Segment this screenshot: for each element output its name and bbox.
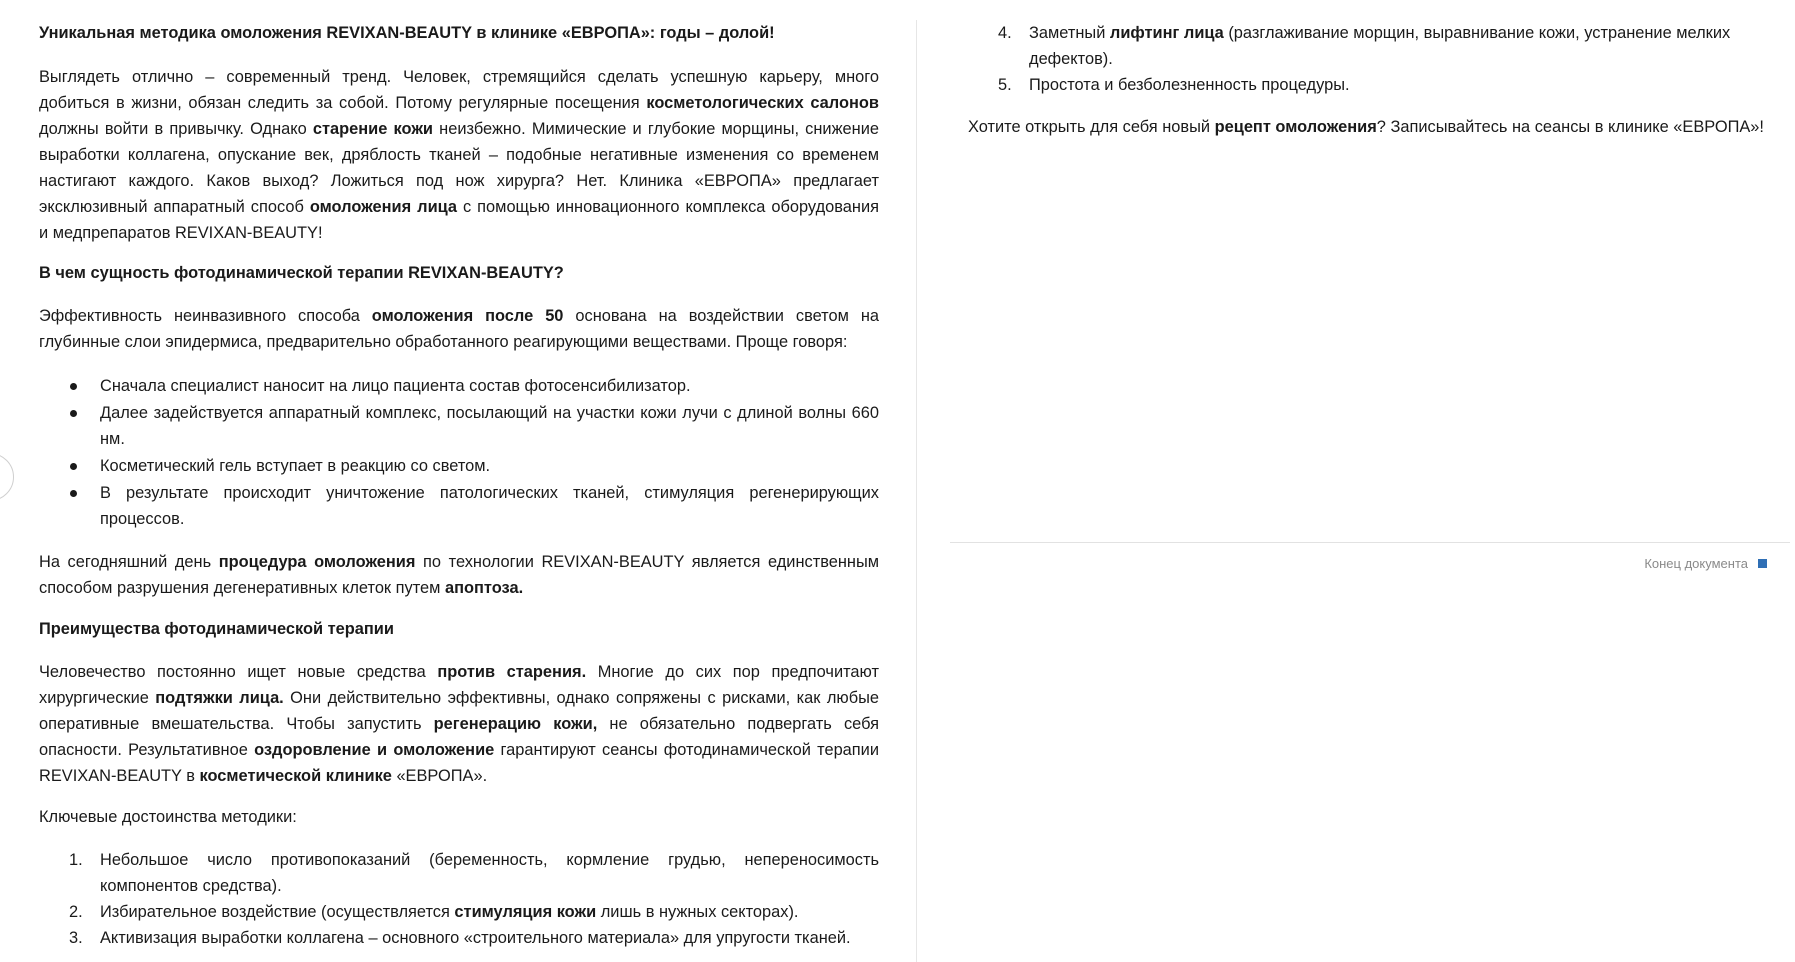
end-of-document-label: Конец документа	[1644, 556, 1748, 571]
heading-advantages: Преимущества фотодинамической терапии	[39, 620, 394, 638]
intro-paragraph: Выглядеть отлично – современный тренд. Человек, стремящийся сделать успешную карьеру, много добиться в жизни, обязан следить за собой. Потому регулярные посещения косметологических салонов должны войти в привычку. Однако старение кожи неизбежно. Мимические и глубокие морщины, снижение выработки коллагена, опускание век, дряблость тканей – подобные негативные изменения со временем настигают каждого. Каков выход? Ложиться под нож хирурга? Нет. Клиника «ЕВРОПА» предлагает эксклюзивный аппаратный способ омоложения лица с помощью инновационного комплекса оборудования и медпрепаратов REVIXAN-BEAUTY!	[39, 68, 879, 242]
call-to-action-paragraph: Хотите открыть для себя новый рецепт омоложения? Записывайтесь на сеансы в клинике «ЕВРОПА»!	[968, 118, 1764, 136]
list-item: 2. Избирательное воздействие (осуществляется стимуляция кожи лишь в нужных секторах).	[69, 903, 799, 921]
list-item: Косметический гель вступает в реакцию со светом.	[39, 453, 879, 479]
benefits-numbered-list-continued	[968, 20, 1790, 98]
bullet-icon	[70, 463, 77, 470]
list-item: 1. Небольшое число противопоказаний (беременность, кормление грудью, непереносимость компонентов средства).	[69, 851, 879, 895]
list-item: 3. Активизация выработки коллагена – основного «строительного материала» для упругости тканей.	[69, 929, 851, 947]
procedure-paragraph: На сегодняшний день процедура омоложения по технологии REVIXAN-BEAUTY является единственным способом разрушения дегенеративных клеток путем апоптоза.	[39, 553, 879, 597]
list-item: В результате происходит уничтожение патологических тканей, стимуляция регенерирующих процессов.	[39, 480, 879, 532]
bullet-icon	[70, 490, 77, 497]
document-title: Уникальная методика омоложения REVIXAN-BEAUTY в клинике «ЕВРОПА»: годы – долой!	[39, 24, 775, 42]
end-separator	[950, 542, 1790, 543]
end-square-icon	[1758, 559, 1767, 568]
list-item: Далее задействуется аппаратный комплекс, посылающий на участки кожи лучи с длиной волны 660 нм.	[39, 400, 879, 452]
list-item: 4. Заметный лифтинг лица (разглаживание морщин, выравнивание кожи, устранение мелких дефектов).	[998, 24, 1731, 68]
bullet-icon	[70, 383, 77, 390]
document-column-left	[39, 0, 879, 962]
list-item: Сначала специалист наносит на лицо пациента состав фотосенсибилизатор.	[39, 373, 879, 399]
bullet-icon	[70, 410, 77, 417]
advantages-paragraph: Человечество постоянно ищет новые средства против старения. Многие до сих пор предпочитают хирургические подтяжки лица. Они действительно эффективны, однако сопряжены с рисками, как любые оперативные вмешательства. Чтобы запустить регенерацию кожи, не обязательно подвергать себя опасности. Результативное оздоровление и омоложение гарантируют сеансы фотодинамической терапии REVIXAN-BEAUTY в косметической клинике «ЕВРОПА».	[39, 663, 879, 785]
steps-bullet-list	[39, 373, 879, 533]
heading-essence: В чем сущность фотодинамической терапии REVIXAN-BEAUTY?	[39, 264, 564, 282]
benefits-numbered-list	[39, 847, 879, 951]
end-of-document-marker	[1644, 556, 1767, 571]
key-benefits-intro: Ключевые достоинства методики:	[39, 808, 297, 826]
page-nav-handle[interactable]	[0, 453, 14, 501]
list-item: 5. Простота и безболезненность процедуры.	[998, 76, 1350, 94]
page-divider	[916, 20, 917, 962]
effectiveness-paragraph: Эффективность неинвазивного способа омоложения после 50 основана на воздействии светом на глубинные слои эпидермиса, предварительно обработанного реагирующими веществами. Проще говоря:	[39, 307, 879, 351]
